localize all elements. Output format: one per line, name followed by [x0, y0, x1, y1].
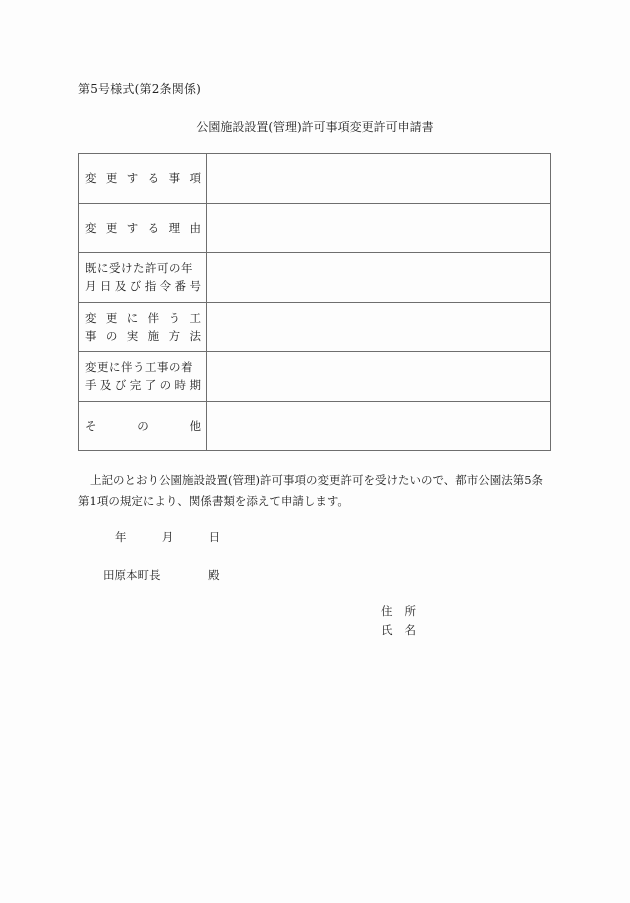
addressee — [103, 567, 220, 583]
value-other[interactable] — [207, 401, 551, 451]
label-char: 実 — [126, 328, 139, 343]
label-char: 住 — [381, 604, 393, 618]
value-change-item[interactable] — [207, 154, 551, 204]
label-char: 令 — [159, 279, 172, 294]
label-char: す — [126, 171, 139, 186]
label-char: 了 — [144, 378, 157, 393]
table-row-prior-permit — [79, 253, 551, 303]
date-month: 月 — [161, 530, 174, 544]
label-char: 工 — [189, 310, 201, 325]
label-char: 変 — [85, 171, 97, 186]
label-char: の — [105, 328, 118, 343]
label-char: 理 — [168, 220, 181, 235]
document-title: 公園施設設置(管理)許可事項変更許可申請書 — [196, 120, 434, 134]
label-char: 月 — [85, 279, 97, 294]
label-char: 及 — [114, 279, 127, 294]
label-char: 法 — [189, 328, 201, 343]
label-char: 更 — [105, 220, 118, 235]
date-day: 日 — [208, 530, 221, 544]
label-char: の — [159, 378, 172, 393]
label-char: 指 — [144, 279, 157, 294]
label-char: び — [129, 279, 142, 294]
label-char: 完 — [129, 378, 142, 393]
application-form-table — [78, 153, 551, 451]
label-change-item — [79, 154, 207, 204]
label-char: 項 — [189, 171, 201, 186]
value-work-period[interactable] — [207, 352, 551, 402]
label-char: 期 — [189, 378, 201, 393]
label-prior-permit — [79, 253, 207, 303]
label-work-period — [79, 352, 207, 402]
label-char: 方 — [168, 328, 181, 343]
label-char: 施 — [147, 328, 160, 343]
label-char: 変 — [85, 310, 97, 325]
label-work-method — [79, 302, 207, 352]
label-char: 更 — [105, 171, 118, 186]
applicant-name-label — [381, 622, 416, 638]
addressee-honorific: 殿 — [208, 568, 220, 582]
table-row-work-period — [79, 352, 551, 402]
date-line — [115, 529, 220, 545]
applicant-address-label — [381, 603, 416, 619]
label-char: う — [168, 310, 181, 325]
label-char: 伴 — [147, 310, 160, 325]
value-change-reason[interactable] — [207, 203, 551, 253]
label-char: る — [147, 171, 160, 186]
label-char: 名 — [404, 623, 416, 637]
label-char: 日 — [99, 279, 112, 294]
label-char: 番 — [174, 279, 187, 294]
label-char: 号 — [189, 279, 201, 294]
label-char: 事 — [168, 171, 181, 186]
label-char: 時 — [174, 378, 187, 393]
label-other — [79, 401, 207, 451]
label-char: に — [126, 310, 139, 325]
table-row-other — [79, 401, 551, 451]
addressee-name: 田原本町長 — [103, 568, 161, 582]
form-number: 第5号様式(第2条関係) — [78, 82, 202, 96]
label-char: 所 — [404, 604, 416, 618]
table-row-change-reason — [79, 203, 551, 253]
application-statement: 上記のとおり公園施設設置(管理)許可事項の変更許可を受けたいので、都市公園法第5条第1項の規定により、関係書類を添えて申請します。 — [78, 473, 544, 508]
label-char: す — [126, 220, 139, 235]
label-char: 変 — [85, 220, 97, 235]
label-char: び — [114, 378, 127, 393]
label-char: 手 — [85, 378, 97, 393]
label-char: る — [147, 220, 160, 235]
label-line-1: 既に受けた許可の年 — [85, 261, 193, 276]
table-row-work-method — [79, 302, 551, 352]
label-char: の — [137, 418, 149, 433]
value-work-method[interactable] — [207, 302, 551, 352]
label-char: そ — [85, 418, 97, 433]
label-char: 及 — [99, 378, 112, 393]
label-char: 更 — [105, 310, 118, 325]
label-char: 由 — [189, 220, 201, 235]
table-row-change-item — [79, 154, 551, 204]
label-char: 事 — [85, 328, 97, 343]
value-prior-permit[interactable] — [207, 253, 551, 303]
date-year: 年 — [115, 530, 127, 544]
label-change-reason — [79, 203, 207, 253]
label-char: 他 — [189, 418, 201, 433]
label-char: 氏 — [381, 623, 393, 637]
label-line-1: 変更に伴う工事の着 — [85, 360, 193, 375]
